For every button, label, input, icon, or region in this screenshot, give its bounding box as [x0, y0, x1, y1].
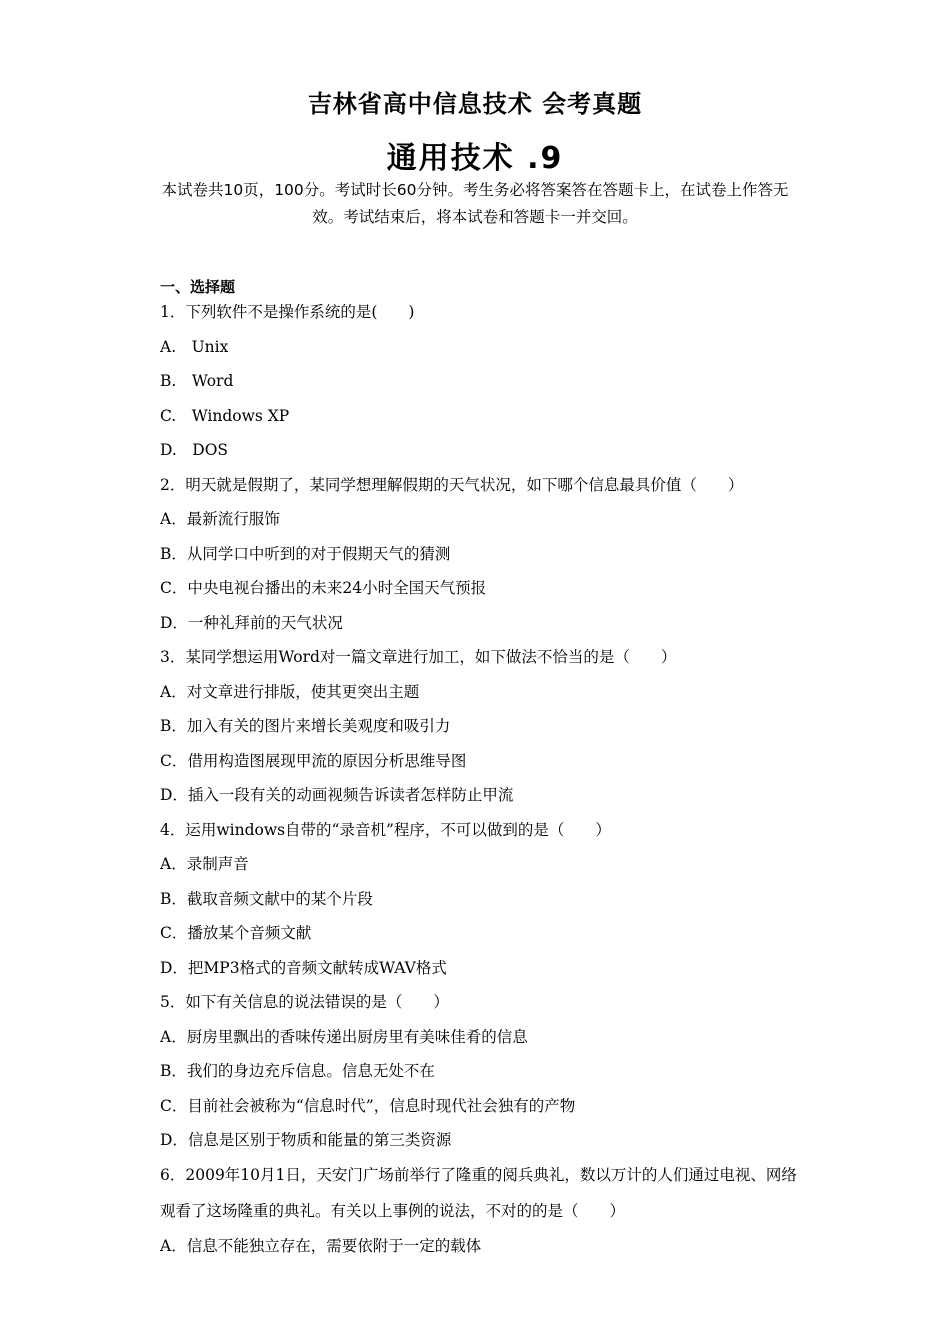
question-4-option-b: B．截取音频文献中的某个片段 [160, 890, 373, 908]
question-1-option-b: B. Word [160, 372, 234, 390]
question-3-option-d: D．插入一段有关的动画视频告诉读者怎样防止甲流 [160, 786, 514, 804]
question-4-option-d: D．把MP3格式的音频文献转成WAV格式 [160, 959, 447, 977]
section-heading: 一、选择题 [160, 278, 236, 296]
question-2-option-c: C．中央电视台播出的未来24小时全国天气预报 [160, 579, 487, 597]
question-1-option-d: D. DOS [160, 441, 229, 459]
question-2-stem: 2．明天就是假期了，某同学想理解假期的天气状况，如下哪个信息最具价值（ ） [160, 476, 744, 494]
question-1-stem: 1．下列软件不是操作系统的是( ) [160, 303, 415, 321]
question-4-option-c: C．播放某个音频文献 [160, 924, 312, 942]
question-5-option-a: A．厨房里飘出的香味传递出厨房里有美味佳肴的信息 [160, 1028, 528, 1046]
question-2-option-b: B．从同学口中听到的对于假期天气的猜测 [160, 545, 451, 563]
question-4-option-a: A．录制声音 [160, 855, 249, 873]
question-3-stem: 3．某同学想运用Word对一篇文章进行加工，如下做法不恰当的是（ ） [160, 648, 677, 666]
question-4-stem: 4．运用windows自带的“录音机”程序，不可以做到的是（ ） [160, 821, 611, 839]
question-2-option-a: A．最新流行服饰 [160, 510, 280, 528]
question-1-option-c: C. Windows XP [160, 407, 290, 425]
question-5-option-d: D．信息是区别于物质和能量的第三类资源 [160, 1131, 452, 1149]
exam-subtitle: 通用技术 .9 [386, 141, 564, 176]
question-5-option-c: C．目前社会被称为“信息时代”，信息时现代社会独有的产物 [160, 1097, 576, 1115]
exam-instructions: 本试卷共10页，100分。考试时长60分钟。考生务必将答案答在答题卡上，在试卷上作答无效。考试结束后，将本试卷和答题卡一并交回。 [161, 181, 789, 226]
question-1-option-a: A. Unix [160, 338, 229, 356]
question-6-option-a: A．信息不能独立存在，需要依附于一定的载体 [160, 1237, 482, 1255]
exam-title: 吉林省高中信息技术 会考真题 [307, 90, 643, 118]
question-3-option-a: A．对文章进行排版，使其更突出主题 [160, 683, 420, 701]
question-5-stem: 5．如下有关信息的说法错误的是（ ） [160, 993, 449, 1011]
question-5-option-b: B．我们的身边充斥信息。信息无处不在 [160, 1062, 435, 1080]
question-3-option-b: B．加入有关的图片来增长美观度和吸引力 [160, 717, 451, 735]
question-2-option-d: D．一种礼拜前的天气状况 [160, 614, 343, 632]
question-6-stem: 6．2009年10月1日，天安门广场前举行了隆重的阅兵典礼，数以万计的人们通过电视、网络观看了这场隆重的典礼。有关以上事例的说法，不对的的是（ ） [160, 1166, 797, 1220]
question-3-option-c: C．借用构造图展现甲流的原因分析思维导图 [160, 752, 467, 770]
